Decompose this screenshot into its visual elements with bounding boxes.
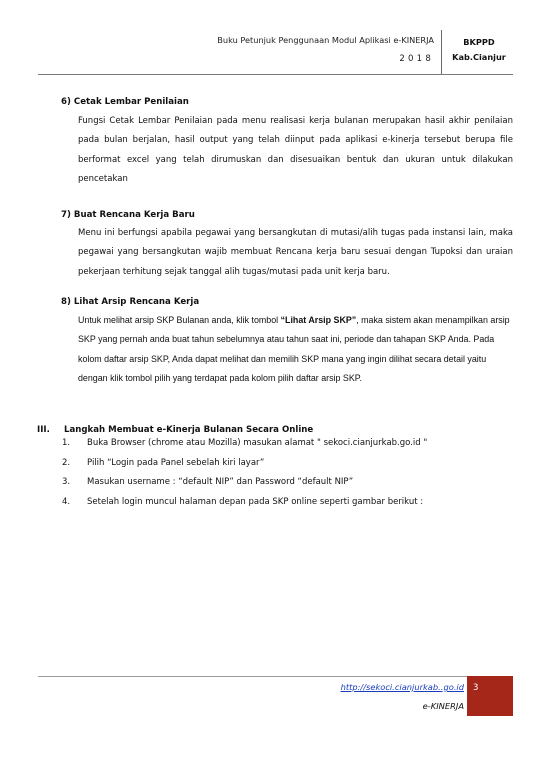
section-8-heading [61,297,199,307]
header-year: 2018 [399,54,434,64]
part-3-numeral: III. [37,425,50,435]
header-org-line2: Kab.Cianjur [452,52,506,62]
section-8-text-after: , maka sistem akan menampilkan arsip SKP yang pernah anda buat tahun sebelumnya atau tahun saat ini, periode dan tahapan SKP Anda. Pada kolom daftar arsip SKP, Anda dapat melihat dan memilih SKP mana yang ingin dilihat secara detail yaitu dengan klik tombol pilih yang terdapat pada kolom pilih daftar arsip SKP. [78,315,510,384]
section-8-text-before: Untuk melihat arsip SKP Bulanan anda, klik tombol [78,315,281,325]
section-7-heading [61,210,195,220]
header-org-line1: BKPPD [463,37,495,47]
section-6-text: Fungsi Cetak Lembar Penilaian pada menu realisasi kerja bulanan merupakan hasil akhir penilaian pada bulan berjalan, hasil output yang telah diinput pada aplikasi e-kinerja tersebut berupa file berformat excel yang telah dirumuskan dan disesuaikan bentuk dan ukuran untuk dilakukan pencetakan [78,116,513,185]
part-3-title: Langkah Membuat e-Kinerja Bulanan Secara Online [64,425,314,435]
section-6-heading [61,97,189,107]
step-number: 3. [62,477,71,488]
section-6-title: Cetak Lembar Penilaian [73,97,189,107]
page-number-box [467,676,513,716]
section-8-number: 8) [61,297,71,307]
header-title: Buku Petunjuk Penggunaan Modul Aplikasi e-KINERJA [217,35,434,45]
footer-rule [38,676,513,677]
section-6-number: 6) [61,97,71,107]
step-number: 2. [62,457,71,468]
header-organization [448,35,510,65]
header-rule [38,74,513,75]
step-text: Pilih “Login pada Panel sebelah kiri layar” [87,457,265,468]
footer-app-name: e-KINERJA [422,701,464,711]
page-number: 3 [473,683,479,693]
section-8-title: Lihat Arsip Rencana Kerja [73,297,200,307]
step-text: Masukan username : “default NIP” dan Password “default NIP” [87,477,354,488]
header-divider [441,30,442,74]
section-7-text: Menu ini berfungsi apabila pegawai yang bersangkutan di mutasi/alih tugas pada instansi lain, maka pegawai yang bersangkutan wajib membuat Rencana kerja baru sesuai dengan Tupoksi dan uraian pekerjaan terhitung sejak tanggal alih tugas/mutasi pada unit kerja baru. [78,228,513,277]
section-7-number: 7) [61,210,71,220]
step-text: Buka Browser (chrome atau Mozilla) masukan alamat " sekoci.cianjurkab.go.id " [87,438,428,448]
section-8-button-name: “Lihat Arsip SKP” [280,315,357,325]
section-8-text [78,311,513,389]
step-text: Setelah login muncul halaman depan pada SKP online seperti gambar berikut : [87,496,424,507]
step-number: 4. [62,496,71,507]
section-7-title: Buat Rencana Kerja Baru [73,210,195,220]
step-number: 1. [62,438,71,448]
footer-website-link[interactable]: http://sekoci.cianjurkab..go.id [340,682,464,692]
